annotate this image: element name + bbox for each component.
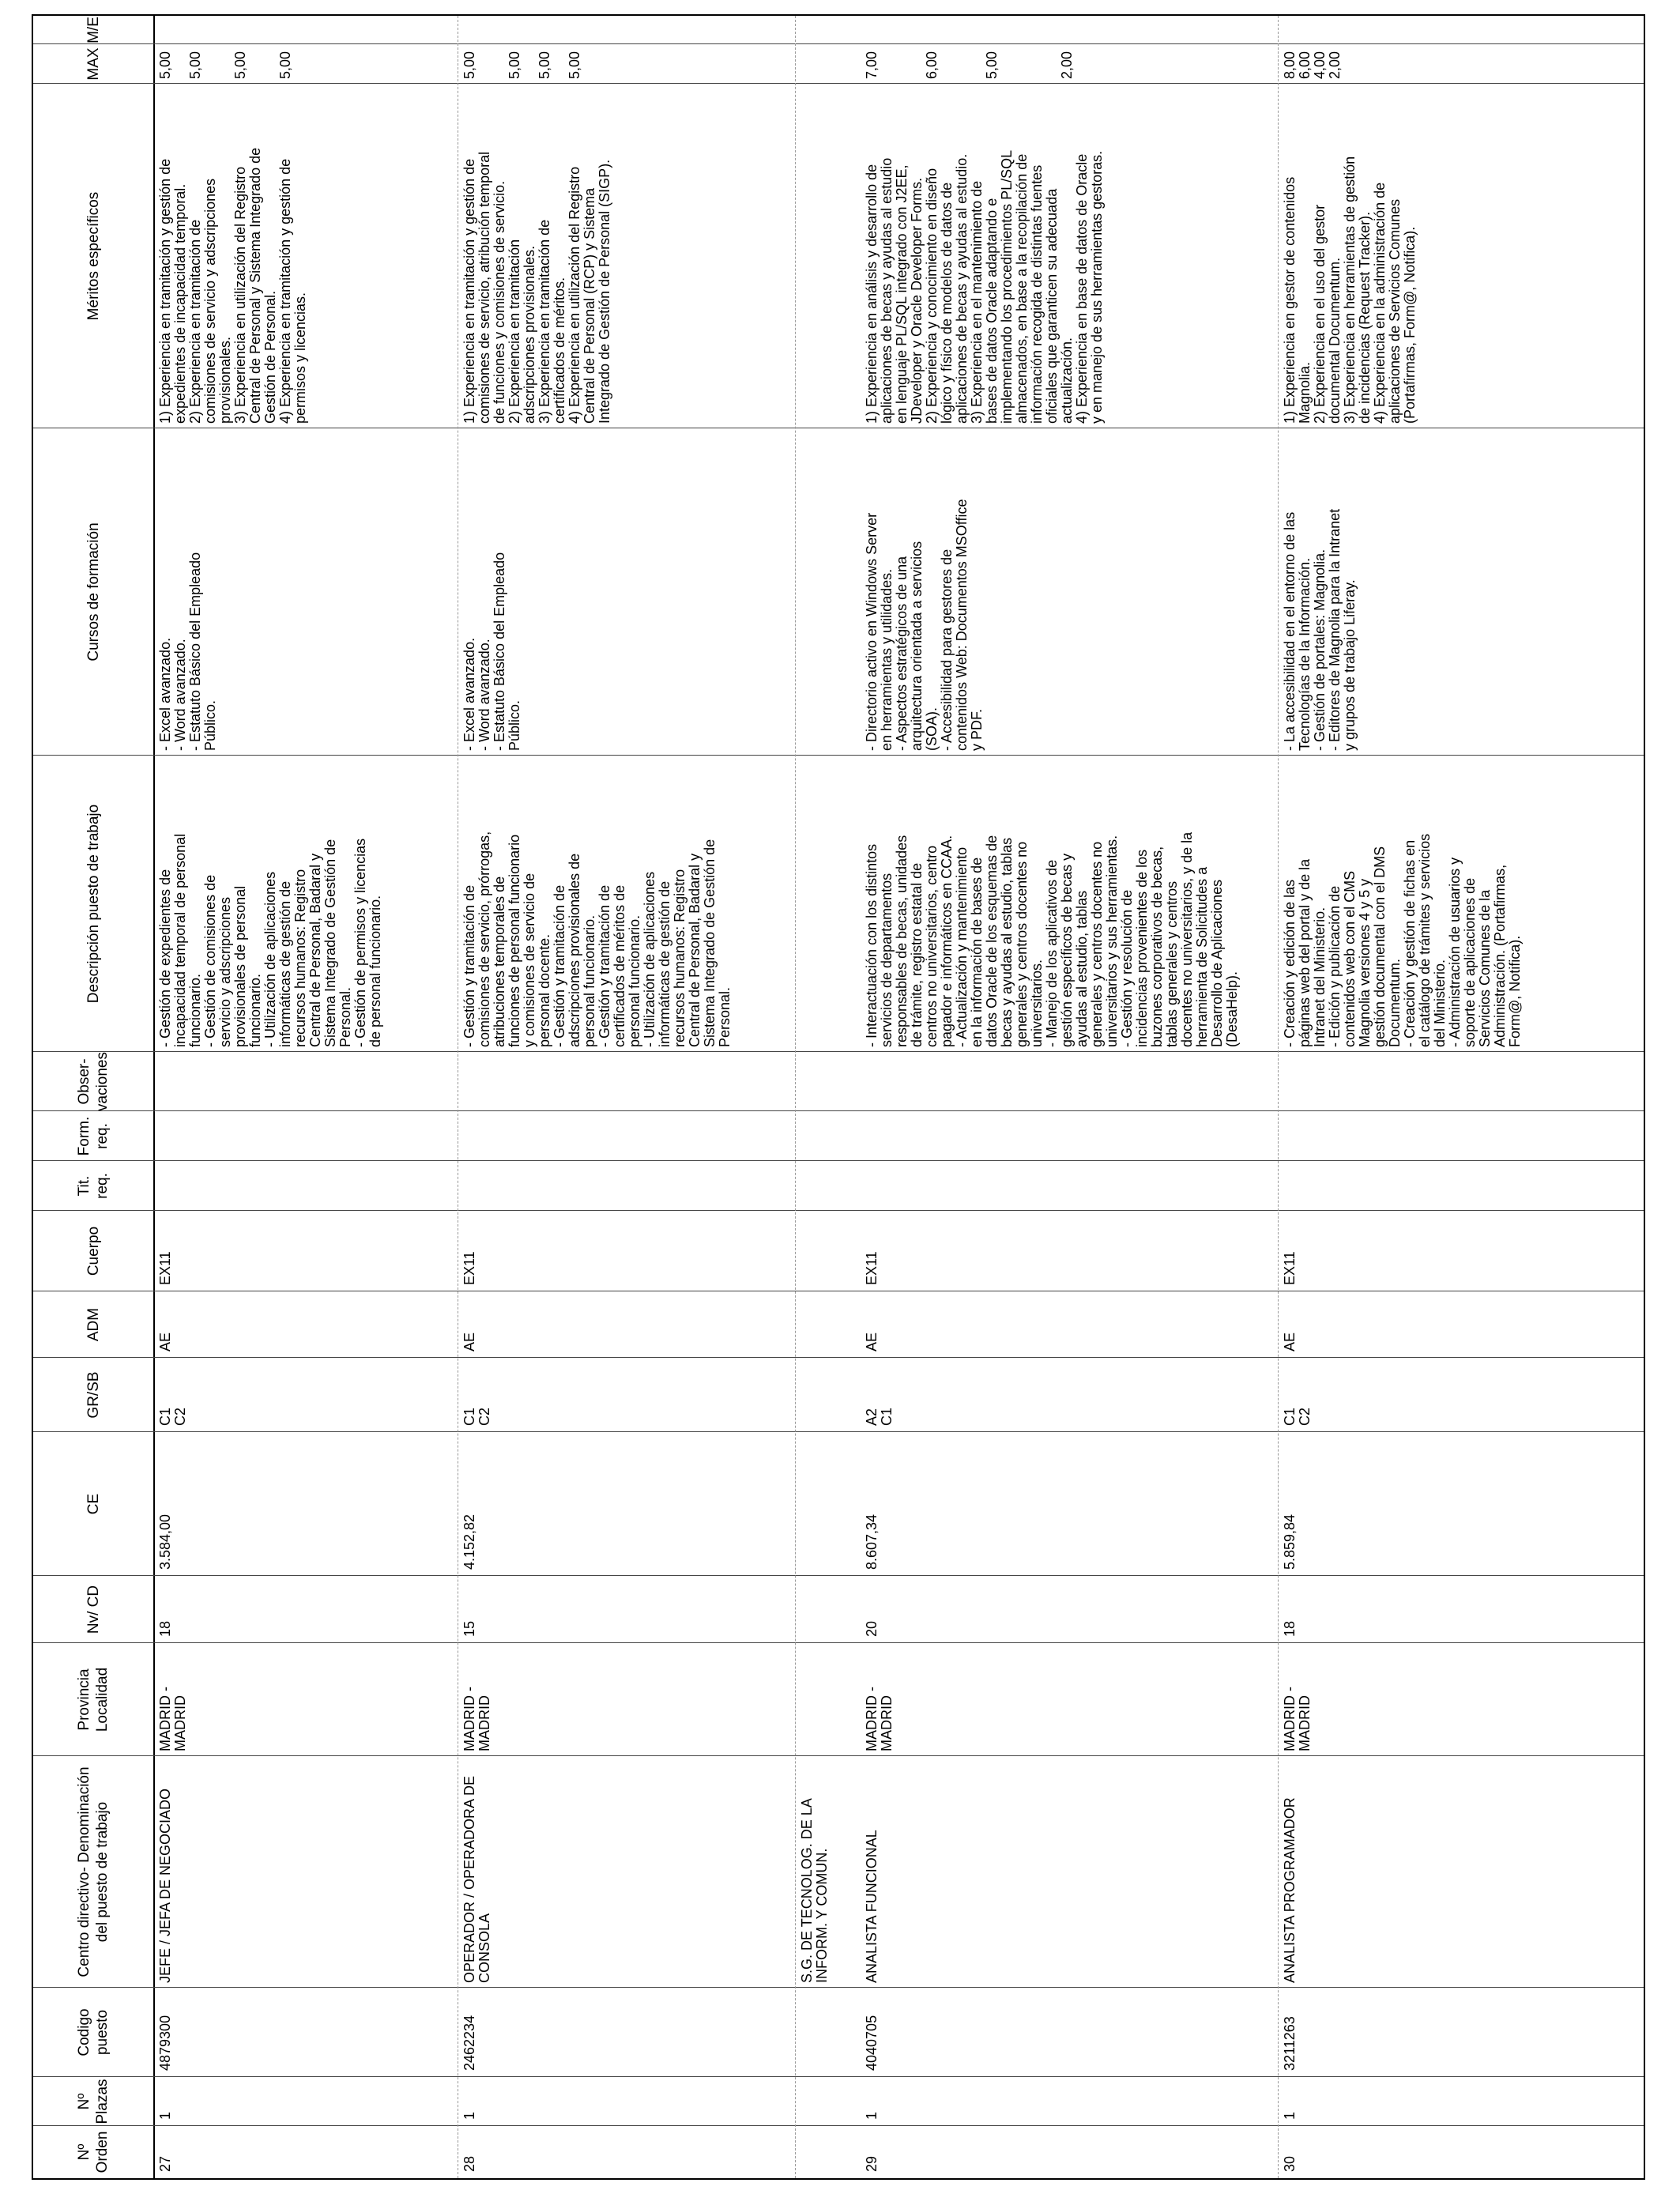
cell-max [462, 46, 582, 82]
header-cuerpo: Cuerpo [85, 1226, 102, 1276]
header-titulacion: Tit. req. [76, 1173, 111, 1199]
max-value [492, 49, 507, 79]
cell-cuerpo: EX11 [864, 1251, 880, 1285]
cell-grupo: C1 C2 [461, 1407, 492, 1426]
col-line [33, 755, 1644, 756]
cell-cuerpo: EX11 [157, 1251, 173, 1285]
cell-ce: 8.607,34 [864, 1514, 880, 1570]
max-value [1045, 49, 1060, 79]
max-value: 6,00 [1297, 51, 1313, 79]
row-separator [795, 16, 796, 2178]
cell-provincia: MADRID - MADRID [1282, 1687, 1313, 1751]
cell-nivel: 18 [157, 1620, 173, 1637]
max-value: 5,00 [277, 51, 293, 79]
cell-meritos: 1) Experiencia en análisis y desarrollo de aplicaciones de becas y ayudas al estudio en lenguaje PL/SQL integrado con J2EE, JDeveloper y Oracle Developer Forms. 2) Experiencia y conocimiento en diseño lógico y físico de modelos de datos de aplicaciones de becas y ayudas al estudio. 3) Experiencia en el mantenimiento de bases de datos Oracle adaptando e implementando los procedimientos PL/SQL almacenados, en base a la recopilación de información recogida de distintas fuentes oficiales que garanticen su adecuada actualización. 4) Experiencia en base de datos de Oracle y en manejo de sus herramientas gestoras. [864, 149, 1105, 424]
cell-nivel: 15 [461, 1620, 477, 1637]
cell-max [864, 46, 1075, 82]
max-value: 4,00 [1312, 51, 1328, 79]
max-value [895, 49, 910, 79]
header-me: M/E [85, 17, 102, 43]
cell-codigo: 3211263 [1282, 2016, 1298, 2071]
cell-orden: 27 [157, 2155, 173, 2172]
cell-codigo: 4879300 [157, 2015, 173, 2071]
header-observaciones: Obser- vaciones [76, 1051, 111, 1111]
cell-max [1283, 46, 1343, 82]
section-label: S.G. DE TECNOLOG. DE LA INFORM. Y COMUN. [799, 1798, 830, 1983]
col-line [33, 1160, 1644, 1161]
max-value [955, 49, 970, 79]
col-line [33, 43, 1644, 44]
cell-meritos: 1) Experiencia en tramitación y gestión de comisiones de servicio, atribución temporal de funciones y comisiones de servicio. 2) Experiencia en tramitación adscripciones provisionales. 3) Experiencia en tramitación de certificados de méritos. 4) Experiencia en utilización del Registro Central de Personal (RCP) y Sistema Integrado de Gestión de Personal (SIGP). [461, 151, 612, 424]
max-value: 6,00 [924, 51, 940, 79]
max-value [1000, 49, 1015, 79]
max-value: 5,00 [157, 51, 173, 79]
max-value: 8,00 [1282, 51, 1298, 79]
col-line [33, 1110, 1644, 1111]
max-value [203, 49, 218, 79]
col-line [33, 1575, 1644, 1576]
cell-centro: ANALISTA FUNCIONAL [864, 1830, 880, 1983]
cell-centro: JEFE / JEFA DE NEGOCIADO [157, 1788, 173, 1983]
max-value: 7,00 [864, 51, 880, 79]
cell-grupo: A2 C1 [864, 1407, 895, 1426]
cell-ce: 3.584,00 [157, 1514, 173, 1570]
cell-codigo: 4040705 [864, 2015, 880, 2071]
cell-provincia: MADRID - MADRID [157, 1687, 188, 1751]
max-value [218, 49, 233, 79]
cell-provincia: MADRID - MADRID [461, 1687, 492, 1751]
cell-descripcion: - Interactuación con los distintos servicios de departamentos responsables de becas, unidades de trámite, registro estatal de centros no universitarios, centro pagador e informáticos en CCAA. - Actualización y mantenimiento en la información de bases de datos Oracle de los esquemas de becas y ayudas al estudio, tablas generales y centros docentes no universitarios. - Manejo de los aplicativos de gestión específicos de becas y ayudas al estudio, tablas generales y centros docentes no universitarios y sus herramientas. - Gestión y resolución de incidencias provenientes de los buzones corporativos de becas, tablas generales y centros docentes no universitarios, y de la herramienta de Solicitudes a Desarrollo de Aplicaciones (DesaHelp). [864, 831, 1240, 1047]
cell-descripcion: - Gestión de expedientes de incapacidad temporal de personal funcionario. - Gestión de comisiones de servicio y adscripciones provisionales de personal funcionario. - Utilización de aplicaciones informáticas de gestión de recursos humanos: Registro Central de Personal, Badaral y Sistema Integrado de Gestión de Personal. - Gestión de permisos y licencias de personal funcionario. [157, 833, 383, 1047]
cell-plazas: 1 [1282, 2111, 1298, 2120]
cell-plazas: 1 [461, 2111, 477, 2120]
cell-descripcion: - Gestión y tramitación de comisiones de servicio, prórrogas, atribuciones temporales de funciones de personal funcionario y comisiones de servicio de personal docente. - Gestión y tramitación de adscripciones provisionales de personal funcionario. - Gestión y tramitación de certificados de méritos de personal funcionario. - Utilización de aplicaciones informáticas de gestión de recursos humanos: Registro Central de Personal, Badaral y Sistema Integrado de Gestión de Personal. [461, 831, 733, 1047]
job-posts-table [32, 14, 1645, 2180]
max-value: 2,00 [1327, 51, 1343, 79]
cell-provincia: MADRID - MADRID [864, 1687, 895, 1751]
header-codigo: Codigo puesto [76, 2008, 111, 2056]
max-value [1030, 49, 1045, 79]
header-cursos: Cursos de formación [85, 522, 102, 662]
cell-plazas: 1 [157, 2111, 173, 2120]
cell-cuerpo: EX11 [461, 1251, 477, 1285]
max-value [263, 49, 278, 79]
max-value [880, 49, 895, 79]
cell-ce: 4.152,82 [461, 1514, 477, 1570]
max-value [522, 49, 537, 79]
cell-descripcion: - Creación y edición de las páginas web del portal y de la Intranet del Ministerio. - Edición y publicación de contenidos web con el CMS Magnolia versiones 4 y 5 y gestión documental con el DMS Documentum. - Creación y gestión de fichas en el catálogo de trámites y servicios del Ministerio. - Administración de usuarios y soporte de aplicaciones de Servicios Comunes de la Administración. (Portafirmas, Form@, Notifica). [1282, 833, 1523, 1047]
cell-cuerpo: EX11 [1282, 1251, 1298, 1285]
max-value [910, 49, 925, 79]
max-value: 2,00 [1059, 51, 1075, 79]
col-line [33, 2076, 1644, 2077]
cell-cursos: - Directorio activo en Windows Server en herramientas y utilidades. - Aspectos estratégicos de una arquitectura orientada a servicios (SOA). - Accesibilidad para gestores de contenidos Web: Documentos MSOffice y PDF. [864, 499, 985, 751]
max-value: 5,00 [537, 51, 552, 79]
header-meritos: Méritos específicos [85, 191, 102, 321]
header-orden: Nº Orden [76, 2131, 111, 2173]
col-line [33, 1755, 1644, 1756]
cell-centro: ANALISTA PROGRAMADOR [1282, 1797, 1298, 1983]
col-line [33, 1051, 1644, 1052]
max-value [940, 49, 955, 79]
cell-grupo: C1 C2 [1282, 1407, 1313, 1426]
col-line [33, 2125, 1644, 2126]
cell-nivel: 20 [864, 1620, 880, 1637]
cell-adm: AE [864, 1332, 880, 1351]
max-value: 5,00 [567, 51, 582, 79]
cell-adm: AE [157, 1332, 173, 1351]
max-value: 5,00 [507, 51, 522, 79]
cell-nivel: 18 [1282, 1620, 1298, 1637]
cell-codigo: 2462234 [461, 2015, 477, 2071]
cell-grupo: C1 C2 [157, 1407, 188, 1426]
col-line [33, 1987, 1644, 1988]
header-centro: Centro directivo- Denominación del puesto de trabajo [76, 1766, 111, 1977]
max-value: 5,00 [984, 51, 1000, 79]
cell-centro: OPERADOR / OPERADORA DE CONSOLA [461, 1775, 492, 1983]
col-line [33, 1210, 1644, 1211]
header-descripcion: Descripción puesto de trabajo [85, 804, 102, 1004]
header-adm: ADM [85, 1307, 102, 1342]
header-formacion-req: Form. req. [76, 1116, 111, 1156]
cell-ce: 5.859,84 [1282, 1514, 1298, 1570]
cell-orden: 29 [864, 2155, 880, 2172]
max-value: 5,00 [232, 51, 248, 79]
max-value [552, 49, 567, 79]
max-value [248, 49, 263, 79]
cell-adm: AE [461, 1332, 477, 1351]
col-line [33, 1431, 1644, 1432]
cell-max [158, 46, 293, 82]
header-nivel: Nv/ CD [85, 1585, 102, 1634]
cell-cursos: - Excel avanzado. - Word avanzado. - Estatuto Básico del Empleado Público. [461, 552, 522, 751]
header-max: MAX [85, 47, 102, 81]
header-grupo: GR/SB [85, 1371, 102, 1419]
cell-plazas: 1 [864, 2111, 880, 2120]
max-value [1015, 49, 1030, 79]
col-line [33, 1642, 1644, 1643]
max-value [173, 49, 188, 79]
cell-orden: 30 [1282, 2155, 1298, 2172]
header-ce: CE [85, 1493, 102, 1515]
col-line [33, 1357, 1644, 1358]
cell-orden: 28 [461, 2155, 477, 2172]
max-value [970, 49, 985, 79]
max-value: 5,00 [187, 51, 203, 79]
cell-adm: AE [1282, 1332, 1298, 1351]
row-separator [1278, 16, 1279, 2178]
header-provincia: Provincia Localidad [76, 1667, 111, 1732]
cell-cursos: - Excel avanzado. - Word avanzado. - Estatuto Básico del Empleado Público. [157, 552, 218, 751]
max-value [477, 49, 492, 79]
cell-meritos: 1) Experiencia en gestor de contenidos Magnolia. 2) Experiencia en el uso del gestor documental Documentum. 3) Experiencia en herramientas de gestión de incidencias (Request Tracker). 4) Experiencia en la administración de aplicaciones de Servicios Comunes (Portafirmas, Form@, Notifica). [1282, 156, 1418, 424]
header-plazas: Nº Plazas [76, 2079, 111, 2124]
cell-meritos: 1) Experiencia en tramitación y gestión de expedientes de incapacidad temporal. 2) Experiencia en tramitación de comisiones de servicio y adscripciones provisionales. 3) Experiencia en utilización del Registro Central de Personal y Sistema Integrado de Gestión de Personal. 4) Experiencia en tramitación y gestión de permisos y licencias. [157, 147, 308, 424]
header-bottom-rule [153, 16, 155, 2178]
col-line [33, 83, 1644, 84]
max-value: 5,00 [461, 51, 477, 79]
cell-cursos: - La accesibilidad en el entorno de las Tecnologías de la Información. - Gestión de portales: Magnolia. - Editores de Magnolia para la Intranet y grupos de trabajo Liferay. [1282, 508, 1358, 751]
